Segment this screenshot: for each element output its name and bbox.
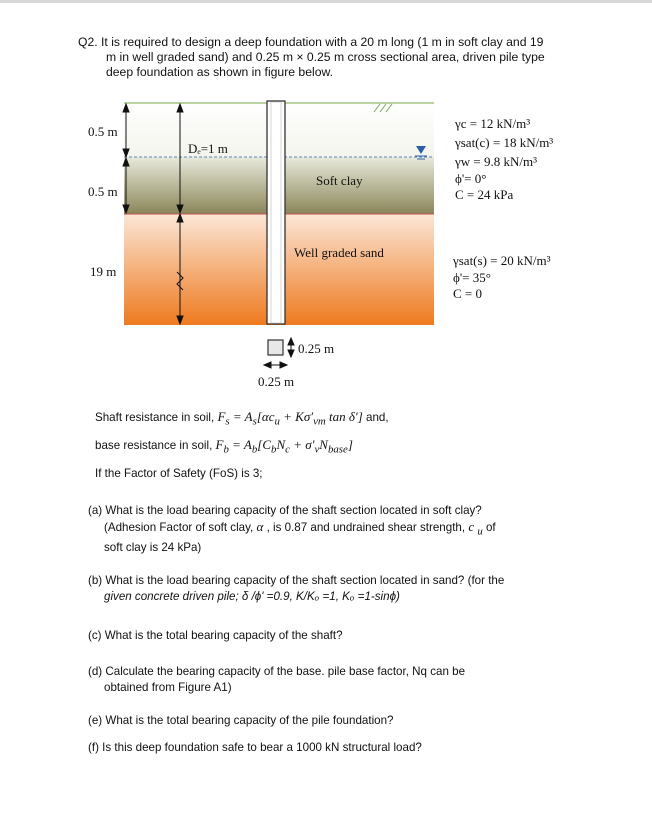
sand-label: Well graded sand (294, 245, 384, 260)
part-a-line1: (a) What is the load bearing capacity of the shaft section located in soft clay? (88, 504, 482, 517)
part-d-line2: obtained from Figure A1) (104, 680, 232, 694)
pile-width-v-label: 0.25 m (298, 341, 335, 356)
part-b-line1: (b) What is the load bearing capacity of the shaft section located in sand? (for the (88, 574, 505, 587)
sand-prop: γsat(s) = 20 kN/m³ (453, 253, 551, 268)
part-b-line2: given concrete driven pile; δ /ϕ' =0.9, K/Kₒ =1, Kₒ =1-sinϕ) (104, 589, 400, 603)
fos-text: If the Factor of Safety (FoS) is 3; (95, 467, 263, 480)
pile-foundation-diagram (0, 0, 652, 400)
depth-top-label: 0.5 m (88, 124, 118, 139)
sand-prop: ϕ'= 35° (453, 270, 491, 285)
shaft-resistance-formula: Shaft resistance in soil, $F_s = A_s[\alpha c_u + K\sigma'_{vm}$ tan δ′] and, (95, 409, 389, 428)
part-f: (f) Is this deep foundation safe to bear a 1000 kN structural load? (88, 741, 422, 754)
part-b (88, 573, 588, 604)
part-a (88, 503, 588, 555)
base-resistance-formula: base resistance in soil, $F_b = A_b[C_bN_c + \sigma'_vN_{base}]$ (95, 437, 353, 456)
part-d-line1: (d) Calculate the bearing capacity of the base. pile base factor, Nq can be (88, 665, 466, 678)
depth-clay-label: 0.5 m (88, 184, 118, 199)
clay-prop: γsat(c) = 18 kN/m³ (455, 135, 554, 150)
part-a-end: of (482, 520, 496, 534)
part-c: (c) What is the total bearing capacity of the shaft? (88, 629, 343, 642)
clay-prop: γw = 9.8 kN/m³ (455, 154, 537, 169)
depth-sand-label: 19 m (90, 264, 117, 279)
pile-shaft (267, 101, 285, 324)
part-a-pre: (Adhesion Factor of soft clay, (104, 520, 257, 534)
part-e: (e) What is the total bearing capacity of the pile foundation? (88, 714, 394, 727)
part-a-line2: (Adhesion Factor of soft clay, α , is 0.87 and undrained shear strength, c $_u$ of (104, 518, 496, 538)
sand-properties (453, 251, 551, 302)
part-a-mid: , is 0.87 and undrained shear strength, (263, 520, 469, 534)
shaft-suffix: and, (362, 411, 389, 424)
question-line-1: Q2. It is required to design a deep foundation with a 20 m long (1 m in soft clay and 19 (78, 35, 544, 49)
clay-prop: ϕ'= 0° (455, 171, 487, 186)
clay-properties (455, 114, 553, 203)
question-line-2: m in well graded sand) and 0.25 m × 0.25 m cross sectional area, driven pile type (106, 50, 545, 64)
question-line-3: deep foundation as shown in figure below. (106, 65, 333, 79)
sand-prop: C = 0 (453, 286, 483, 301)
part-d (88, 664, 588, 695)
df-label: Dₑ=1 m (188, 141, 228, 156)
shaft-prefix: Shaft resistance in soil, (95, 411, 218, 424)
soft-clay-label: Soft clay (316, 173, 363, 188)
clay-prop: γc = 12 kN/m³ (455, 116, 531, 131)
base-prefix: base resistance in soil, (95, 439, 216, 452)
pile-width-h-label: 0.25 m (258, 374, 295, 389)
pile-section (268, 340, 283, 355)
clay-prop: C = 24 kPa (455, 187, 514, 202)
part-a-line3: soft clay is 24 kPa) (104, 540, 202, 554)
